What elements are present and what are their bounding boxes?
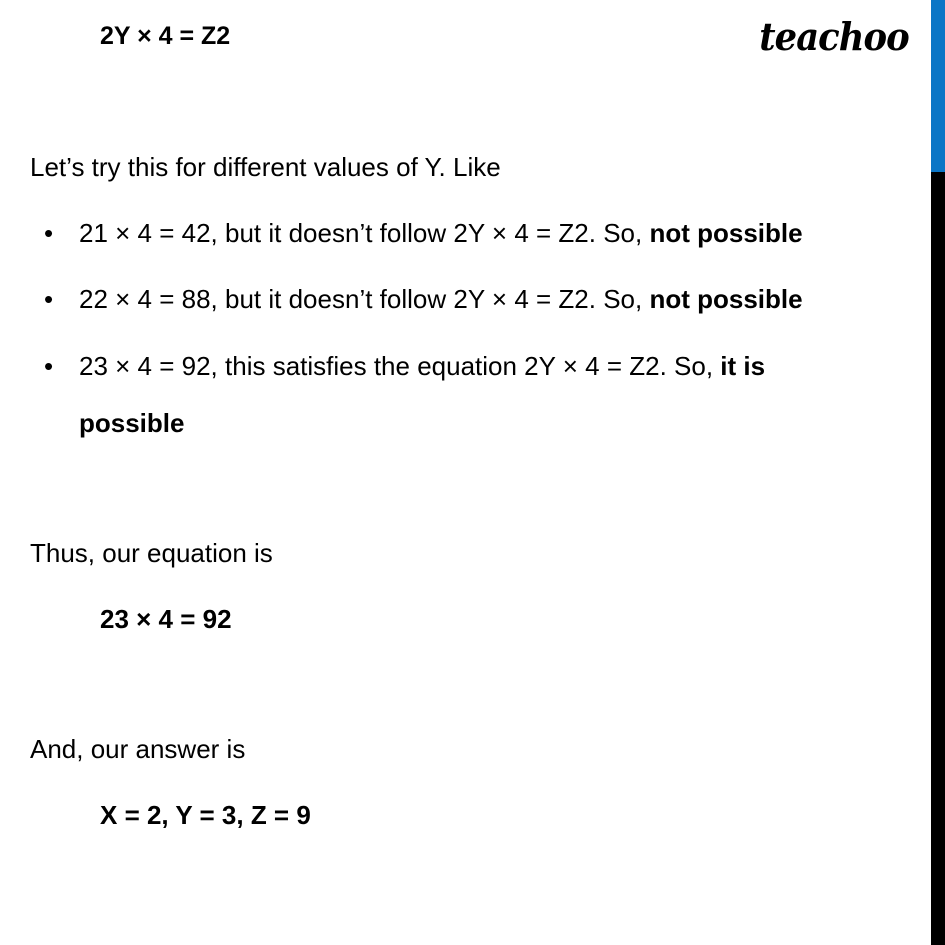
edge-accent-bar-blue [931, 0, 945, 172]
slide-body [0, 78, 931, 945]
list-item [30, 218, 891, 249]
conclusion-label: Thus, our equation is [30, 538, 273, 568]
list-item-text [79, 284, 891, 315]
answer-label: And, our answer is [30, 734, 246, 764]
answer-equation: X = 2, Y = 3, Z = 9 [100, 800, 311, 830]
list-item-text-normal: 21 × 4 = 42, but it doesn’t follow 2Y × 4 = Z2. So, [79, 218, 650, 248]
header-equation: 2Y × 4 = Z2 [100, 22, 231, 50]
list-item-text [79, 218, 891, 249]
list-item [30, 284, 891, 315]
bullet-marker-icon: • [44, 218, 54, 248]
intro-paragraph: Let’s try this for different values of Y. Like [30, 152, 501, 182]
list-item-text-bold: it is [720, 351, 766, 381]
list-item-text-bold: not possible [649, 218, 803, 248]
slide-header [0, 0, 931, 78]
bullet-marker-icon: • [44, 351, 54, 381]
list-item-continuation: possible [79, 408, 185, 438]
list-item [30, 351, 891, 382]
edge-accent-bar-black [931, 172, 945, 945]
list-item-text-bold: not possible [649, 284, 803, 314]
bullet-marker-icon: • [44, 284, 54, 314]
conclusion-equation: 23 × 4 = 92 [100, 604, 232, 634]
list-item-text-normal: 23 × 4 = 92, this satisfies the equation 2Y × 4 = Z2. So, [79, 351, 721, 381]
list-item-text [79, 351, 891, 382]
list-item-text-normal: 22 × 4 = 88, but it doesn’t follow 2Y × 4 = Z2. So, [79, 284, 650, 314]
teachoo-logo: teachoo [759, 14, 909, 59]
